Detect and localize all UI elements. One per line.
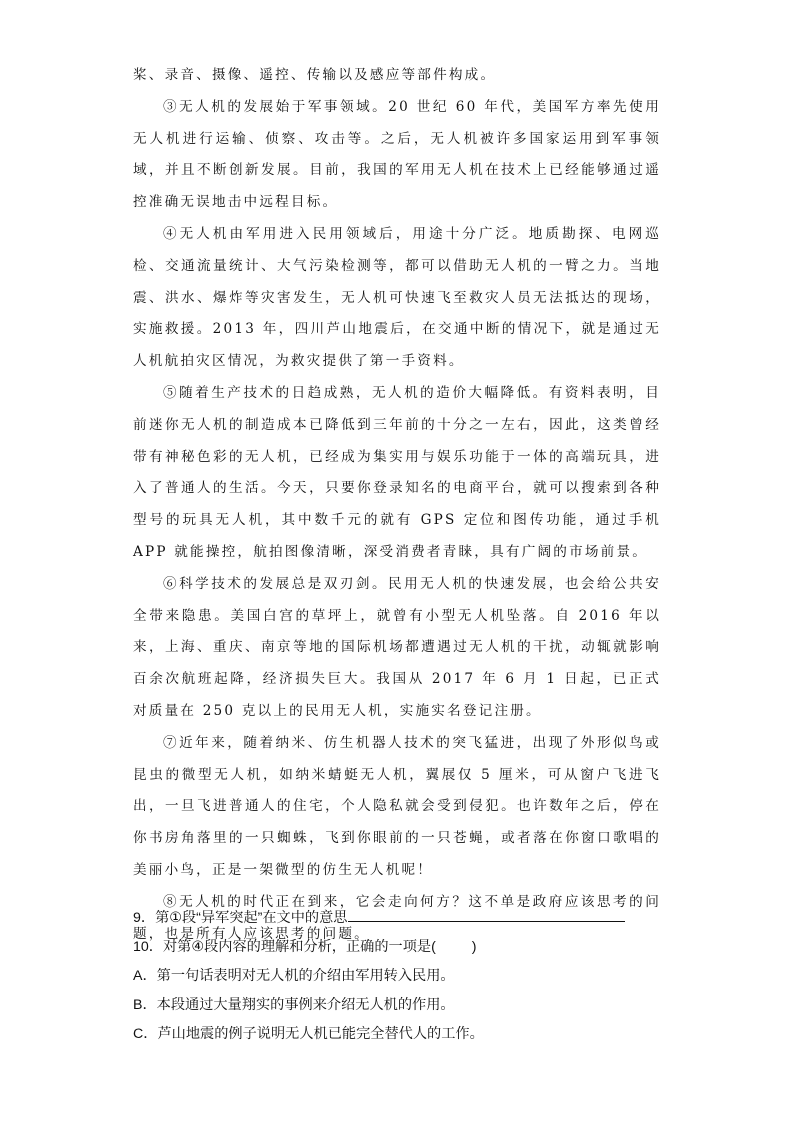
question-number: 10． — [133, 939, 163, 955]
reading-passage — [133, 60, 661, 950]
question-text: 第①段“异军突起”在文中的意思 — [155, 910, 348, 926]
paragraph-8: ⑧无人机的时代正在到来，它会走向何方？这不单是政府应该思考的问题，也是所有人应该思考的问题。 — [133, 893, 661, 942]
option-label: C． — [133, 1026, 158, 1042]
paragraph-4: ④无人机由军用进入民用领域后，用途十分广泛。地质勘探、电网巡检、交通流量统计、大气污染检测等，都可以借助无人机的一臂之力。当地震、洪水、爆炸等灾害发生，无人机可快速飞至救灾人员无法抵达的现场，实施救援。2013 年，四川芦山地震后，在交通中断的情况下，就是通过无人机航拍灾区情况，为救灾提供了第一手资料。 — [133, 225, 661, 370]
question-text: 对第④段内容的理解和分析，正确的一项是( — [162, 939, 436, 955]
paragraph-6: ⑥科学技术的发展总是双刃剑。民用无人机的快速发展，也会给公共安全带来隐患。美国白宫的草坪上，就曾有小型无人机坠落。自 2016 年以来，上海、重庆、南京等地的国际机场都遭遇过无人机的干扰，动辄就影响百余次航班起降，经济损失巨大。我国从 2017 年 6 月 1 日起，已正式对质量在 250 克以上的民用无人机，实施实名登记注册。 — [133, 575, 661, 719]
option-text: 本段通过大量翔实的事例来介绍无人机的作用。 — [156, 997, 455, 1013]
option-text: 芦山地震的例子说明无人机已能完全替代人的工作。 — [157, 1026, 484, 1042]
option-text: 第一句话表明对无人机的介绍由军用转入民用。 — [156, 968, 455, 984]
close-paren: ) — [471, 939, 477, 955]
paragraph-5: ⑤随着生产技术的日趋成熟，无人机的造价大幅降低。有资料表明，目前迷你无人机的制造成本已降低到三年前的十分之一左右，因此，这类曾经带有神秘色彩的无人机，已经成为集实用与娱乐功能于一体的高端玩具，进入了普通人的生活。今天，只要你登录知名的电商平台，就可以搜索到各种型号的玩具无人机，其中数千元的就有 GPS 定位和图传功能，通过手机 APP 就能操控，航拍图像清晰，深受消费者青睐，具有广阔的市场前景。 — [133, 384, 661, 560]
paragraph-7: ⑦近年来，随着纳米、仿生机器人技术的突飞猛进，出现了外形似鸟或昆虫的微型无人机，如纳米蜻蜓无人机，翼展仅 5 厘米，可从窗户飞进飞出，一旦飞进普通人的住宅，个人隐私就会受到侵犯。也许数年之后，停在你书房角落里的一只蜘蛛，飞到你眼前的一只苍蝇，或者落在你窗口歌唱的美丽小鸟，正是一架微型的仿生无人机呢！ — [133, 734, 661, 878]
option-a[interactable] — [133, 962, 693, 991]
option-b[interactable] — [133, 991, 693, 1020]
option-label: B． — [133, 997, 157, 1013]
paragraph-2-continuation: 桨、录音、摄像、遥控、传输以及感应等部件构成。 — [133, 67, 497, 83]
question-9 — [133, 904, 693, 933]
question-10 — [133, 933, 693, 962]
question-section — [133, 904, 693, 1049]
option-label: A． — [133, 968, 157, 984]
question-number: 9． — [133, 910, 156, 926]
answer-blank-line[interactable] — [348, 907, 625, 922]
paragraph-3: ③无人机的发展始于军事领域。20 世纪 60 年代，美国军方率先使用无人机进行运输、侦察、攻击等。之后，无人机被许多国家运用到军事领域，并且不断创新发展。目前，我国的军用无人机在技术上已经能够通过遥控准确无误地击中远程目标。 — [133, 98, 661, 211]
option-c[interactable] — [133, 1020, 693, 1049]
